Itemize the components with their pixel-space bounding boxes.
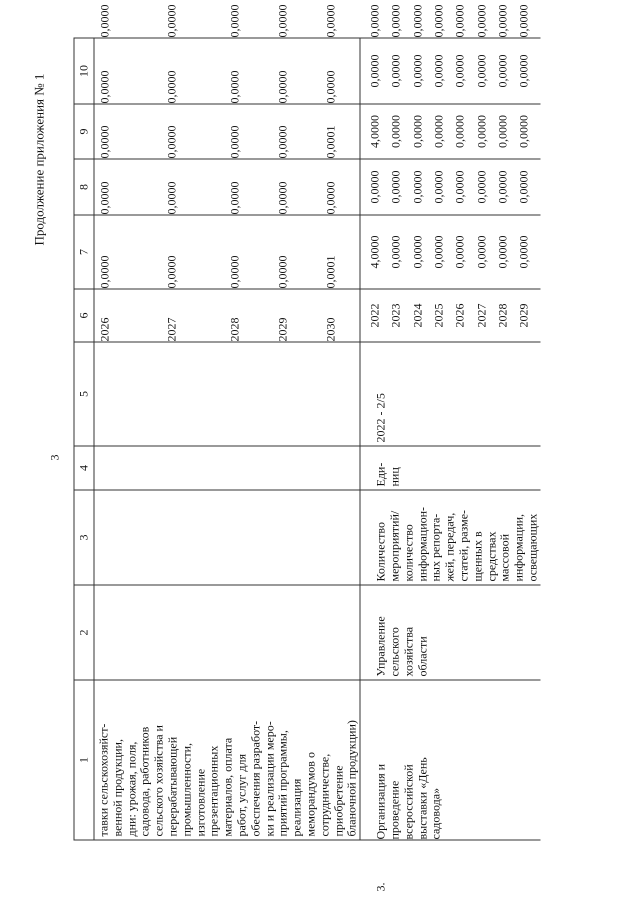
col7-values [94,159,360,215]
value-cell: 0,0000 [494,54,509,87]
year-value: 2024 [409,303,424,327]
year-value: 2026 [97,317,111,341]
value-cell: 0,0000 [388,114,403,148]
value-cell: 0,0000 [452,114,467,148]
col-header-10: 10 [74,38,94,104]
value-cell: 0,0000 [275,181,289,214]
program-table [73,4,540,891]
value-cell: 0,0000 [409,114,424,148]
value-cell: 0,0000 [516,235,531,268]
value-cell: 0,0000 [473,235,488,268]
year-value: 2023 [388,303,403,327]
continuation-description: тавки сельскохозяйст- венной продукции, дни: урожая, поля, садовода, работников сельского хозяйства и перерабатывающей промышленности, изготовление презентационных материалов, оплата работ, услуг для обеспечения разработ- ки и реализации меро- приятий программы, реализация меморандумов о сотрудничестве, приобретение бланочной продукции) [94,680,360,840]
value-cell: 0,0000 [164,181,178,214]
value-cell: 0,0000 [275,70,289,103]
item-name: Организация и проведение всероссийской выставки «День садовода» [373,756,443,839]
value-cell: 0,0000 [473,170,488,203]
year-cell [94,289,360,342]
value-cell: 0,0000 [473,114,488,148]
year-value: 2029 [275,317,289,341]
value-cell: 0,0000 [516,170,531,203]
value-cell: 0,0000 [388,235,403,268]
value-cell: 0,0000 [473,54,488,87]
col-header-3: 3 [74,490,94,585]
value-cell: 0,0000 [431,170,446,203]
value-cell: 0,0000 [275,255,289,288]
value-cell: 0,0000 [96,4,111,37]
value-cell: 0,0000 [431,114,446,148]
item-number: 3. [373,882,388,891]
year-value: 2022 [367,303,382,327]
item-3-name-cell [360,680,540,891]
value-cell: 0,0000 [323,70,337,103]
col-header-5: 5 [74,342,94,446]
appendix-continuation-label: Продолжение приложения № 1 [31,73,46,245]
item-col7 [360,159,540,215]
col-header-2: 2 [74,585,94,680]
value-cell: 0,0000 [322,4,337,37]
col9-values [94,38,360,104]
value-cell: 0,0000 [227,70,241,103]
year-value: 2028 [494,303,509,327]
page-number: 3 [47,454,61,460]
value-cell: 0,0000 [164,255,178,288]
year-value: 2027 [473,303,488,327]
value-cell: 0,0000 [409,170,424,203]
value-cell: 0,0001 [323,255,337,288]
col8-values [94,104,360,159]
value-cell: 0,0000 [274,4,289,37]
year-value: 2030 [323,317,337,341]
value-cell: 0,0000 [227,181,241,214]
year-value: 2027 [164,317,178,341]
value-cell: 0,0000 [227,255,241,288]
item-indicator: Количество мероприятий/ количество информацион- ных репорта- жей, передач, статей, разме- щенных в средствах массовой информации, освещающих [360,490,540,585]
col-header-8: 8 [74,159,94,215]
col-header-1: 1 [74,680,94,840]
item-years [360,289,540,342]
value-cell: 0,0000 [409,235,424,268]
col-header-9: 9 [74,104,94,159]
value-cell: 0,0000 [367,54,382,87]
continuation-indicator-cell [94,490,360,585]
year-value: 2025 [431,303,446,327]
value-cell: 0,0000 [494,235,509,268]
value-cell: 0,0000 [494,114,509,148]
value-cell: 0,0000 [164,125,178,158]
col-header-6: 6 [74,289,94,342]
item-unit: Еди- ниц [360,446,540,490]
value-cell: 4,0000 [367,114,382,148]
value-cell: 0,0000 [452,170,467,203]
value-cell: 0,0000 [275,125,289,158]
value-cell: 0,0000 [494,170,509,203]
year-value: 2028 [227,317,241,341]
value-cell: 0,0000 [164,70,178,103]
col6-values [94,215,360,289]
year-value: 2026 [452,303,467,327]
value-cell: 0,0000 [227,125,241,158]
value-cell: 0,0000 [388,170,403,203]
item-col9 [360,38,540,104]
value-cell: 0,0000 [367,170,382,203]
value-cell: 0,0000 [431,235,446,268]
table-row [94,38,360,840]
value-cell: 0,0000 [97,181,111,214]
value-cell: 0,0000 [97,70,111,103]
item-col6 [360,215,540,289]
value-cell: 0,0000 [388,54,403,87]
value-cell: 0,0000 [323,181,337,214]
value-cell: 0,0000 [163,4,178,37]
item-executor: Управление сельского хозяйства области [360,585,540,680]
col-header-7: 7 [74,215,94,289]
value-cell: 0,0000 [97,255,111,288]
continuation-period-cell [94,342,360,446]
value-cell: 0,0000 [516,114,531,148]
item-col8 [360,104,540,159]
col-header-4: 4 [74,446,94,490]
value-cell: 0,0001 [323,125,337,158]
item-period: 2022 - 2/5 [360,342,540,446]
value-cell: 0,0000 [452,235,467,268]
continuation-executor-cell [94,585,360,680]
value-cell: 0,0000 [409,54,424,87]
column-numbers-row [74,38,94,840]
value-cell: 0,0000 [452,54,467,87]
value-cell: 0,0000 [226,4,241,37]
continuation-unit-cell [94,446,360,490]
value-cell: 0,0000 [516,54,531,87]
value-cell: 0,0000 [97,125,111,158]
value-cell: 0,0000 [431,54,446,87]
year-value: 2029 [516,303,531,327]
value-cell: 4,0000 [367,235,382,268]
table-row: 3. Организация и проведение всероссийской выставки «День садовода» Управление сельского хозяйства области Количество мероприятий/ количество информацион- ных репорта- жей, передач, статей, разме- щенных в средствах массовой информации, освещающих Еди- ниц 2022 - 2/5 2022 2023 2024 2025 2026 2027 2028 2029 4,0000 0,0000 0,0000 0,0000 0,0000 0,0000 0,0000 0,0000 0,0000 0,0000 0,0000 0,0000 0,0000 0,0000 0,0000 0,0000 4,0000 0,0000 0,0000 0,0000 0,0000 0,0000 0,0000 0,0000 0,0000 0,0000 0,0000 0,0000 0,0000 0,0000 0,0000 0,0000 0,0000 0,0000 0,0000 0,0000 0,0000 0,0000 0,0000 0,0000 [360,38,540,840]
